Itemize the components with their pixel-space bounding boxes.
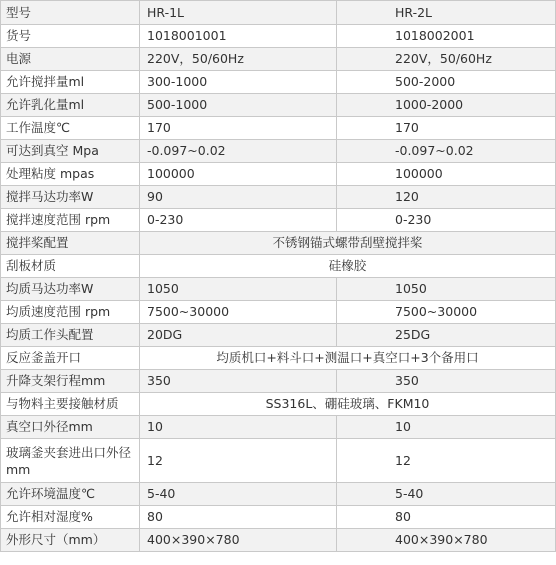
table-row (1, 483, 556, 506)
row-value-2: 120 (337, 186, 556, 209)
row-label: 反应釜盖开口 (1, 347, 140, 370)
row-value-1: 300-1000 (140, 71, 337, 94)
table-row (1, 439, 556, 483)
table-row (1, 71, 556, 94)
row-value-1: 350 (140, 370, 337, 393)
row-value-2: 220V，50/60Hz (337, 48, 556, 71)
row-label: 均质速度范围 rpm (1, 301, 140, 324)
row-value-2: 10 (337, 416, 556, 439)
header-model-1: HR-1L (140, 1, 337, 25)
row-label: 可达到真空 Mpa (1, 140, 140, 163)
table-row (1, 94, 556, 117)
table-row (1, 209, 556, 232)
table-row (1, 255, 556, 278)
row-value-1: 1018001001 (140, 25, 337, 48)
row-value-1: 7500~30000 (140, 301, 337, 324)
table-row (1, 232, 556, 255)
table-row (1, 370, 556, 393)
row-label: 工作温度℃ (1, 117, 140, 140)
row-value-1: 100000 (140, 163, 337, 186)
row-label: 电源 (1, 48, 140, 71)
table-row (1, 324, 556, 347)
row-value-1: -0.097~0.02 (140, 140, 337, 163)
row-value-merged: 不锈钢锚式螺带刮壁搅拌桨 (140, 232, 556, 255)
row-value-1: 170 (140, 117, 337, 140)
table-row (1, 278, 556, 301)
row-label: 与物料主要接触材质 (1, 393, 140, 416)
row-label: 刮板材质 (1, 255, 140, 278)
table-row (1, 393, 556, 416)
row-value-2: 170 (337, 117, 556, 140)
row-label: 允许环境温度℃ (1, 483, 140, 506)
row-value-2: 1050 (337, 278, 556, 301)
row-label: 允许乳化量ml (1, 94, 140, 117)
row-label: 搅拌速度范围 rpm (1, 209, 140, 232)
row-label: 货号 (1, 25, 140, 48)
table-header-row (1, 1, 556, 25)
row-label: 处理粘度 mpas (1, 163, 140, 186)
spec-table-body (1, 1, 556, 552)
row-value-2: 100000 (337, 163, 556, 186)
row-value-1: 80 (140, 506, 337, 529)
row-value-2: 1000-2000 (337, 94, 556, 117)
row-value-1: 90 (140, 186, 337, 209)
row-label: 玻璃釜夹套进出口外径mm (1, 439, 140, 483)
row-value-merged: 均质机口+料斗口+测温口+真空口+3个备用口 (140, 347, 556, 370)
table-row (1, 416, 556, 439)
row-value-1: 12 (140, 439, 337, 483)
row-label: 升降支架行程mm (1, 370, 140, 393)
row-value-2: 80 (337, 506, 556, 529)
row-value-2: -0.097~0.02 (337, 140, 556, 163)
row-label: 允许相对湿度% (1, 506, 140, 529)
row-label: 搅拌桨配置 (1, 232, 140, 255)
table-row (1, 301, 556, 324)
row-value-2: 7500~30000 (337, 301, 556, 324)
table-row (1, 48, 556, 71)
row-label: 均质工作头配置 (1, 324, 140, 347)
row-value-2: 1018002001 (337, 25, 556, 48)
header-model-2: HR-2L (337, 1, 556, 25)
row-value-merged: SS316L、硼硅玻璃、FKM10 (140, 393, 556, 416)
row-value-1: 20DG (140, 324, 337, 347)
row-value-1: 220V，50/60Hz (140, 48, 337, 71)
row-value-2: 12 (337, 439, 556, 483)
row-value-merged: 硅橡胶 (140, 255, 556, 278)
table-row (1, 186, 556, 209)
row-value-1: 1050 (140, 278, 337, 301)
table-row (1, 347, 556, 370)
row-label: 外形尺寸（mm） (1, 529, 140, 552)
table-row (1, 506, 556, 529)
row-value-2: 0-230 (337, 209, 556, 232)
table-row (1, 529, 556, 552)
table-row (1, 140, 556, 163)
header-label: 型号 (1, 1, 140, 25)
row-label: 真空口外径mm (1, 416, 140, 439)
row-value-2: 400×390×780 (337, 529, 556, 552)
table-row (1, 117, 556, 140)
table-row (1, 163, 556, 186)
row-value-1: 0-230 (140, 209, 337, 232)
row-value-2: 350 (337, 370, 556, 393)
row-value-1: 400×390×780 (140, 529, 337, 552)
table-row (1, 25, 556, 48)
row-label: 均质马达功率W (1, 278, 140, 301)
row-value-1: 500-1000 (140, 94, 337, 117)
row-value-2: 25DG (337, 324, 556, 347)
row-label: 搅拌马达功率W (1, 186, 140, 209)
row-value-2: 5-40 (337, 483, 556, 506)
row-value-1: 5-40 (140, 483, 337, 506)
row-value-1: 10 (140, 416, 337, 439)
row-label: 允许搅拌量ml (1, 71, 140, 94)
row-value-2: 500-2000 (337, 71, 556, 94)
